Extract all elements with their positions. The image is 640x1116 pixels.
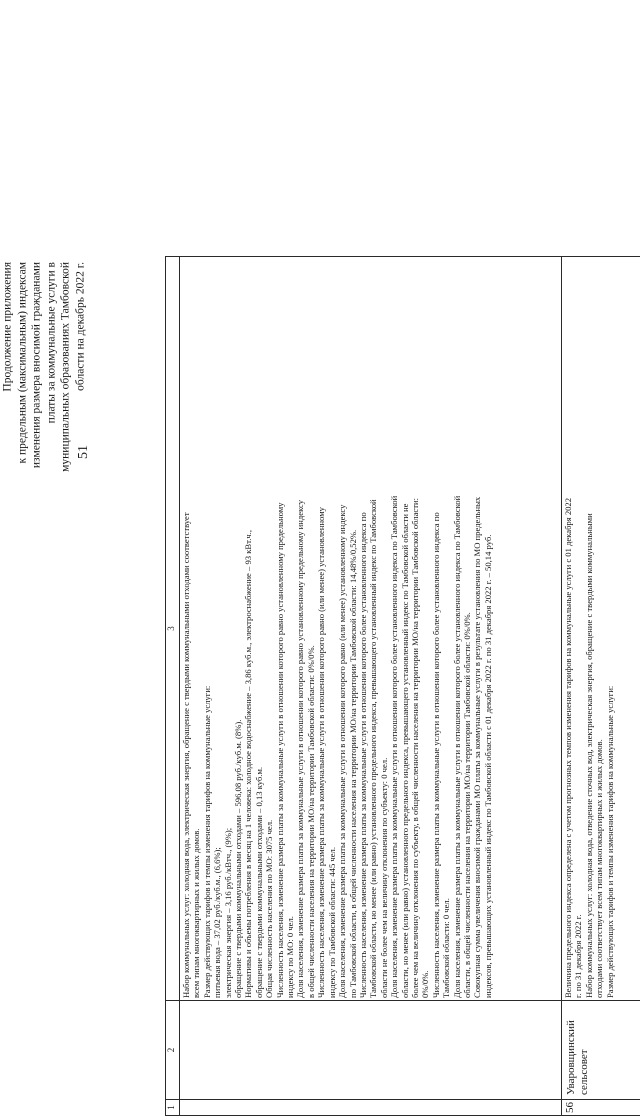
description-line: 0%/0%. bbox=[420, 259, 430, 998]
table-header-row bbox=[166, 257, 180, 1116]
description-cell bbox=[562, 257, 640, 1001]
column-header-municipality: 2 bbox=[166, 1001, 180, 1100]
description-cell bbox=[180, 257, 562, 1001]
description-line: по Тамбовской области, в общей численности населения на территории МО/на территории Тамбовской области: 14,48%/0,52%. bbox=[348, 259, 358, 998]
description-line: Размер действующих тарифов и темпы изменения тарифов на коммунальные услуги: bbox=[605, 259, 615, 998]
description-line: Численность населения, изменение размера платы за коммунальные услуги в отношении которого более установленного индекса по bbox=[358, 259, 368, 998]
description-line: Тамбовской области, но менее (или равно) установленного предельного индекса, превышающего установленный индекс по Тамбовской bbox=[368, 259, 378, 998]
description-line: более чем на величину отклонения по субъекту, в общей численности населения на территории МО/на территории Тамбовской области: bbox=[410, 259, 420, 998]
description-line: отходами соответствует всем типам многоквартирных и жилых домов. bbox=[594, 259, 604, 998]
row-number-cell bbox=[180, 1100, 562, 1116]
description-line: Численность населения, изменение размера платы за коммунальные услуги в отношении которого равно (или менее) установленному bbox=[316, 259, 326, 998]
description-line: питьевая вода – 37,02 руб./куб.м., (6,6%); bbox=[212, 259, 222, 998]
column-header-description: 3 bbox=[166, 257, 180, 1001]
description-line: обращение с твердыми коммунальными отходами – 596,08 руб./куб.м. (8%). bbox=[233, 259, 243, 998]
description-line: Набор коммунальных услуг: холодная вода, отведение сточных вод, электрическая энергия, обращение с твердыми коммунальными bbox=[584, 259, 594, 998]
description-line: Численность населения, изменение размера платы за коммунальные услуги в отношении которого более установленного индекса по bbox=[431, 259, 441, 998]
description-line: Доля населения, изменение размера платы за коммунальные услуги в отношении которого равно (или менее) установленному индексу bbox=[337, 259, 347, 998]
description-line: Общая численность населения по МО: 3075 чел. bbox=[264, 259, 274, 998]
table-row bbox=[180, 257, 562, 1116]
description-line: области, но менее (или равно) установленного предельного индекса, превышающего установленный индекс по Тамбовской области не bbox=[400, 259, 410, 998]
page-number: 51 bbox=[76, 445, 92, 459]
row-number-cell: 56 bbox=[562, 1100, 640, 1116]
description-line: Совокупная сумма увеличения вносимой гражданами МО платы за коммунальные услуги в результате установления по МО предельных bbox=[472, 259, 482, 998]
municipality-cell bbox=[180, 1001, 562, 1100]
description-line: индексу по Тамбовской области: 445 чел. bbox=[327, 259, 337, 998]
description-line: в общей численности населения на территории МО/на территории Тамбовской области: 0%/0%. bbox=[306, 259, 316, 998]
description-line: Набор коммунальных услуг: холодная вода, электрическая энергия, обращение с твердыми коммунальными отходами соответствует bbox=[181, 259, 191, 998]
description-line: Доля населения, изменение размера платы за коммунальные услуги в отношении которого равно установленному предельному индексу bbox=[295, 259, 305, 998]
description-line: индексов, превышающих установленный индекс по Тамбовской области с 01 декабря 2022 г. по 31 декабря 2022 г. – 50,14 руб. bbox=[483, 259, 493, 998]
description-line: всем типам многоквартирных и жилых домов. bbox=[191, 259, 201, 998]
description-line: области не более чем на величину отклонения по субъекту: 0 чел. bbox=[379, 259, 389, 998]
index-table bbox=[165, 256, 640, 1116]
description-line: индексу по МО: 0 чел. bbox=[285, 259, 295, 998]
description-line: области, в общей численности населения на территории МО/на территории Тамбовской области: 0%/0%. bbox=[462, 259, 472, 998]
index-table-wrapper bbox=[165, 256, 640, 1116]
description-line: Тамбовской области: 0 чел. bbox=[441, 259, 451, 998]
heading-line: платы за коммунальные услуги в bbox=[44, 262, 59, 642]
heading-line: изменения размера вносимой гражданами bbox=[30, 262, 45, 642]
description-line: Доля населения, изменение размера платы за коммунальные услуги в отношении которого более установленного индекса по Тамбовской bbox=[452, 259, 462, 998]
description-line: Нормативы и объемы потребления в месяц на 1 человека: холодное водоснабжение – 3,86 куб.м., электроснабжение – 93 кВт.ч., bbox=[243, 259, 253, 998]
description-line: г. по 31 декабря 2022 г. bbox=[573, 259, 583, 998]
description-line: обращение с твердыми коммунальными отходами – 0,13 куб.м. bbox=[254, 259, 264, 998]
table-row bbox=[562, 257, 640, 1116]
description-line: Размер действующих тарифов и темпы изменения тарифов на коммунальные услуги: bbox=[202, 259, 212, 998]
heading-line: области на декабрь 2022 г. bbox=[73, 262, 88, 642]
description-line: Численность населения, изменение размера платы за коммунальные услуги в отношении которого равно установленному предельному bbox=[275, 259, 285, 998]
heading-line: муниципальных образованиях Тамбовской bbox=[59, 262, 74, 642]
description-line: Доля населения, изменение размера платы за коммунальные услуги в отношении которого более установленного индекса по Тамбовской bbox=[389, 259, 399, 998]
description-line: электрическая энергия – 3,16 руб./кВтч., (9%); bbox=[223, 259, 233, 998]
heading-line: Продолжение приложения bbox=[1, 262, 16, 642]
document-heading bbox=[1, 262, 88, 642]
municipality-cell: Уваровщинский сельсовет bbox=[562, 1001, 640, 1100]
heading-line: к предельным (максимальным) индексам bbox=[15, 262, 30, 642]
column-header-number: 1 bbox=[166, 1100, 180, 1116]
description-line: Величина предельного индекса определена с учетом прогнозных темпов изменения тарифов на коммунальные услуги с 01 декабря 2022 bbox=[563, 259, 573, 998]
